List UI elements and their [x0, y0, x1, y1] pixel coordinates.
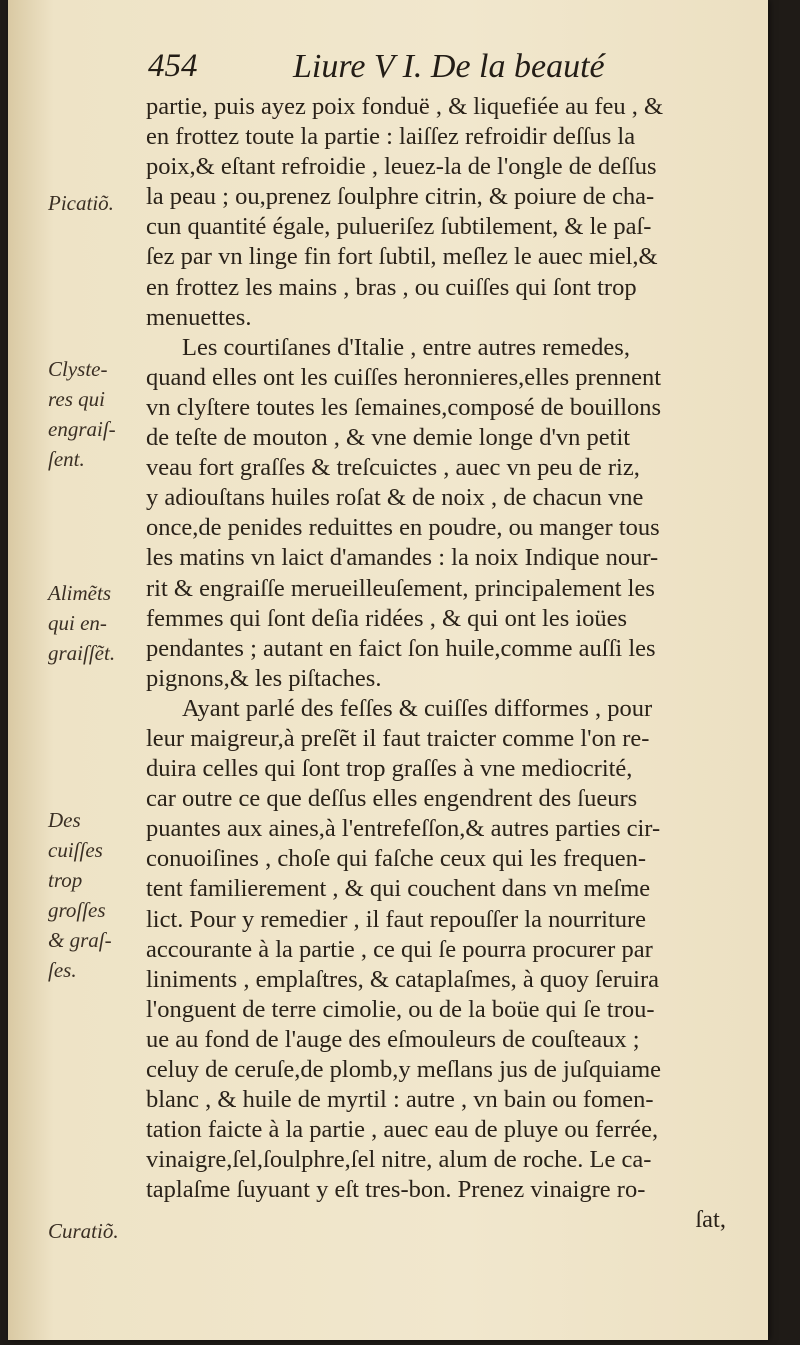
- text-line: partie, puis ayez poix fonduë , & liquefiée au feu , &: [146, 93, 664, 120]
- margin-line: Des: [48, 808, 81, 832]
- margin-line: graiſſẽt.: [48, 641, 116, 665]
- text-line: Les courtiſanes d'Italie , entre autres remedes,: [182, 333, 630, 361]
- text-line: les matins vn laict d'amandes : la noix Indique nour-: [146, 544, 659, 572]
- margin-note-picatio: [48, 188, 148, 218]
- text-line: ue au fond de l'auge des eſmouleurs de couſteaux ;: [146, 1025, 640, 1053]
- text-line: rit & engraiſſe merueilleuſement, principalement les: [146, 574, 655, 602]
- margin-note-curatio: [48, 1216, 148, 1246]
- margin-note-aliments: [48, 578, 148, 668]
- text-line: femmes qui ſont deſia ridées , & qui ont les ioües: [146, 604, 628, 632]
- text-line: menuettes.: [146, 303, 252, 331]
- text-line: celuy de ceruſe,de plomb,y meſlans jus de juſquiame: [146, 1056, 662, 1083]
- text-line: la peau ; ou,prenez ſoulphre citrin, & poiure de cha-: [146, 183, 655, 211]
- margin-line: Picatiõ.: [48, 191, 114, 215]
- margin-note-des-cuisses: [48, 805, 148, 985]
- text-line: liniments , emplaſtres, & cataplaſmes, à quoy ſeruira: [146, 965, 659, 993]
- margin-line: ſent.: [48, 447, 85, 471]
- page-header: [148, 48, 668, 88]
- margin-line: engraiſ-: [48, 417, 116, 441]
- text-line: ſez par vn linge fin fort ſubtil, meſlez le auec miel,&: [146, 243, 658, 271]
- margin-line: qui en-: [48, 611, 107, 635]
- text-line: duira celles qui ſont trop graſſes à vne mediocrité,: [146, 755, 633, 783]
- text-line: pendantes ; autant en faict ſon huile,comme auſſi les: [146, 634, 656, 662]
- text-line: Ayant parlé des feſſes & cuiſſes difformes , pour: [182, 694, 653, 722]
- text-line: tation faicte à la partie , auec eau de pluye ou ferrée,: [146, 1116, 659, 1144]
- text-line: veau fort graſſes & treſcuictes , auec vn peu de riz,: [146, 454, 640, 482]
- text-line: puantes aux aines,à l'entrefeſſon,& autres parties cir-: [146, 815, 661, 843]
- text-line: en frottez toute la partie : laiſſez refroidir deſſus la: [146, 123, 636, 151]
- margin-line: res qui: [48, 387, 105, 411]
- text-line: vinaigre,ſel,ſoulphre,ſel nitre, alum de roche. Le ca-: [146, 1146, 652, 1174]
- margin-line: trop: [48, 868, 83, 892]
- text-line: quand elles ont les cuiſſes heronnieres,elles prennent: [146, 363, 662, 391]
- text-line: l'onguent de terre cimolie, ou de la boüe qui ſe trou-: [146, 995, 655, 1023]
- text-line: taplaſme ſuyuant y eſt tres-bon. Prenez vinaigre ro-: [146, 1176, 646, 1204]
- running-title: Liure V I. De la beauté: [293, 48, 605, 85]
- margin-line: ſes.: [48, 958, 77, 982]
- margin-line: cuiſſes: [48, 838, 103, 862]
- text-line: car outre ce que deſſus elles engendrent des ſueurs: [146, 785, 638, 813]
- text-line: blanc , & huile de myrtil : autre , vn bain ou fomen-: [146, 1086, 654, 1114]
- body-text: [146, 92, 746, 1236]
- margin-note-clysteres: [48, 354, 148, 474]
- catchword: ſat,: [695, 1206, 726, 1234]
- text-line: poix,& eſtant refroidie , leuez-la de l'ongle de deſſus: [146, 153, 657, 181]
- text-line: pignons,& les piſtaches.: [146, 664, 382, 692]
- text-line: tent familierement , & qui couchent dans vn meſme: [146, 875, 651, 903]
- text-line: vn clyſtere toutes les ſemaines,composé de bouillons: [146, 393, 662, 421]
- margin-line: Alimẽts: [48, 581, 111, 605]
- text-line: once,de penides reduittes en poudre, ou manger tous: [146, 514, 660, 542]
- book-page: [8, 0, 768, 1340]
- page-number: 454: [148, 48, 198, 84]
- margin-line: Clyste-: [48, 357, 108, 381]
- text-line: cun quantité égale, pulueriſez ſubtilement, & le paſ-: [146, 213, 652, 241]
- text-line: en frottez les mains , bras , ou cuiſſes qui ſont trop: [146, 273, 637, 301]
- text-line: y adiouſtans huiles roſat & de noix , de chacun vne: [146, 484, 644, 512]
- margin-line: Curatiõ.: [48, 1219, 119, 1243]
- text-line: conuoiſines , choſe qui faſche ceux qui les frequen-: [146, 845, 647, 873]
- margin-line: & graſ-: [48, 928, 112, 952]
- text-line: lict. Pour y remedier , il faut repouſſer la nourriture: [146, 905, 647, 933]
- margin-line: groſſes: [48, 898, 106, 922]
- text-line: accourante à la partie , ce qui ſe pourra procurer par: [146, 935, 653, 963]
- text-line: leur maigreur,à preſẽt il faut traicter comme l'on re-: [146, 724, 650, 752]
- text-line: de teſte de mouton , & vne demie longe d'vn petit: [146, 424, 631, 452]
